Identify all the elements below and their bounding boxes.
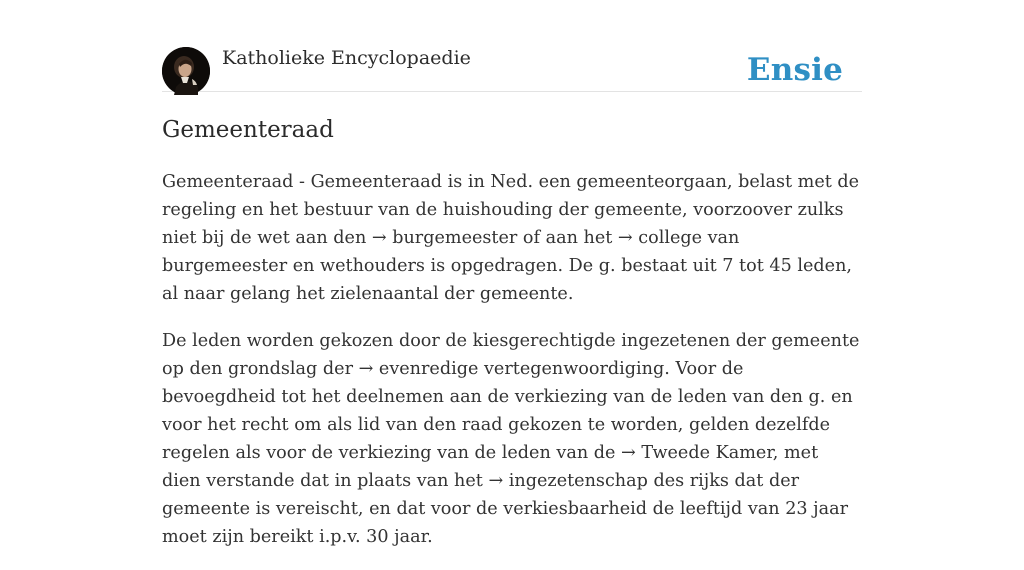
portrait-avatar-icon[interactable]: [162, 47, 210, 95]
article-title: Gemeenteraad: [162, 117, 334, 143]
article: [162, 114, 862, 570]
brand-logo[interactable]: Ensie: [746, 52, 843, 88]
source-name[interactable]: Katholieke Encyclopaedie: [222, 47, 471, 69]
article-paragraph: De leden worden gekozen door de kiesgerechtigde ingezetenen der gemeente op den grondslag der → evenredige vertegenwoordiging. Voor de bevoegdheid tot het deelnemen aan de verkiezing van de leden van den g. en voor het recht om als lid van den raad gekozen te worden, gelden dezelfde regelen als voor de verkiezing van de leden van de → Tweede Kamer, met dien verstande dat in plaats van het → ingezetenschap des rijks dat der gemeente is vereischt, en dat voor de verkiesbaarheid de leeftijd van 23 jaar moet zijn bereikt i.p.v. 30 jaar.: [162, 331, 860, 547]
site-header: [162, 44, 862, 92]
article-paragraph: Gemeenteraad - Gemeenteraad is in Ned. een gemeenteorgaan, belast met de regeling en het bestuur van de huishouding der gemeente, voorzoover zulks niet bij de wet aan den → burgemeester of aan het → college van burgemeester en wethouders is opgedragen. De g. bestaat uit 7 tot 45 leden, al naar gelang het zielenaantal der gemeente.: [162, 172, 860, 304]
